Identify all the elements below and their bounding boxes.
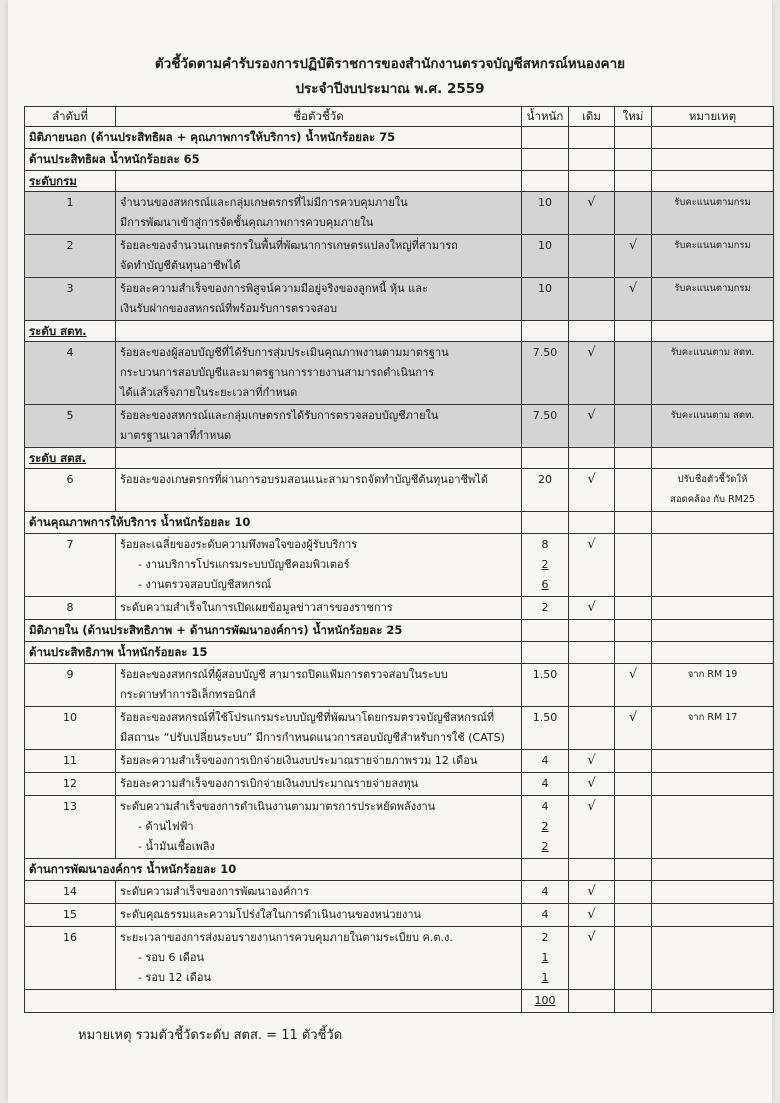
new-check: [615, 235, 652, 278]
row-weight: 4: [522, 904, 569, 927]
row-name-line: ร้อยละของสหกรณ์ที่ผู้สอบบัญชี สามารถปิดแฟ้มการตรวจสอบในระบบ: [120, 668, 448, 681]
row-name-line: ร้อยละของจำนวนเกษตรกรในพื้นที่พัฒนาการเกษตรแปลงใหญ่ที่สามารถ: [120, 239, 458, 252]
row-weight: [522, 534, 569, 597]
new-check: [615, 707, 652, 750]
note-cell: [652, 796, 774, 859]
row-no: 8: [25, 597, 116, 620]
old-check: [569, 597, 615, 620]
section-quality: ด้านคุณภาพการให้บริการ น้ำหนักร้อยละ 10: [25, 512, 522, 534]
table-row: [25, 405, 774, 448]
old-check: [569, 534, 615, 597]
row-no: 9: [25, 664, 116, 707]
section-outer: มิติภายนอก (ด้านประสิทธิผล + คุณภาพการให้บริการ) น้ำหนักร้อยละ 75: [25, 127, 522, 149]
row-weight: 7.50: [522, 342, 569, 405]
note-cell: [652, 597, 774, 620]
row-no: 12: [25, 773, 116, 796]
row-weight: 7.50: [522, 405, 569, 448]
total-weight-value: 100: [534, 994, 556, 1007]
row-name: [116, 664, 522, 707]
check-icon: √: [628, 238, 638, 253]
check-icon: √: [587, 408, 596, 423]
level-row: [25, 171, 774, 192]
check-icon: √: [587, 907, 596, 922]
row-weight: 2: [522, 597, 569, 620]
row-sub-item: - ด้านไฟฟ้า: [138, 820, 194, 833]
row-weight: 20: [522, 469, 569, 512]
new-check: [615, 664, 652, 707]
header-old: เดิม: [569, 107, 615, 127]
note-cell: [652, 904, 774, 927]
row-weight: 10: [522, 192, 569, 235]
new-cell: [615, 773, 652, 796]
table-row: [25, 469, 774, 512]
row-no: 2: [25, 235, 116, 278]
old-cell: [569, 707, 615, 750]
check-icon: √: [587, 799, 596, 814]
table-row: [25, 597, 774, 620]
check-icon: √: [587, 195, 596, 210]
row-no: 11: [25, 750, 116, 773]
level-row: [25, 321, 774, 342]
row-name-line: จัดทำบัญชีต้นทุนอาชีพได้: [120, 259, 241, 272]
header-weight: น้ำหนัก: [522, 107, 569, 127]
row-name-line: ร้อยละของสหกรณ์และกลุ่มเกษตรกรได้รับการตรวจสอบบัญชีภายใน: [120, 409, 439, 422]
check-icon: √: [587, 753, 596, 768]
new-cell: [615, 904, 652, 927]
row-name: [116, 534, 522, 597]
new-cell: [615, 534, 652, 597]
row-weight: 1.50: [522, 707, 569, 750]
row-sub-item: - รอบ 6 เดือน: [138, 951, 204, 964]
row-name-line: ร้อยละของผู้สอบบัญชีที่ได้รับการสุ่มประเมินคุณภาพงานตามมาตรฐาน: [120, 346, 449, 359]
row-note: [652, 469, 774, 512]
old-check: [569, 405, 615, 448]
document-title: ตัวชี้วัดตามคำรับรองการปฏิบัติราชการของสำนักงานตรวจบัญชีสหกรณ์หนองคาย: [154, 56, 626, 72]
total-weight: [522, 990, 569, 1013]
old-cell: [569, 235, 615, 278]
sub-weight: 2: [541, 820, 549, 833]
level-province: ระดับ สตส.: [25, 448, 116, 469]
row-name: [116, 927, 522, 990]
section-row: [25, 149, 774, 171]
table-row: [25, 235, 774, 278]
row-name-line: กระดาษทำการอิเล็กทรอนิกส์: [120, 688, 256, 701]
row-name-line: มีการพัฒนาเข้าสู่การจัดชั้นคุณภาพการควบคุมภายใน: [120, 216, 374, 229]
row-note: จาก RM 19: [652, 664, 774, 707]
row-name: ร้อยละความสำเร็จของการเบิกจ่ายเงินงบประมาณรายจ่ายลงทุน: [116, 773, 522, 796]
row-name: [116, 278, 522, 321]
total-row: [25, 990, 774, 1013]
row-name: [116, 405, 522, 448]
check-icon: √: [587, 345, 596, 360]
total-label-cell: [25, 990, 522, 1013]
row-name: [116, 235, 522, 278]
check-icon: √: [587, 930, 596, 945]
row-name-line: จำนวนของสหกรณ์และกลุ่มเกษตรกรที่ไม่มีการควบคุมภายใน: [120, 196, 408, 209]
sub-weight: 2: [541, 558, 549, 571]
row-sub-item: - รอบ 12 เดือน: [138, 971, 211, 984]
note-cell: [652, 927, 774, 990]
row-name: ร้อยละของเกษตรกรที่ผ่านการอบรมสอนแนะสามารถจัดทำบัญชีต้นทุนอาชีพได้: [116, 469, 522, 512]
table-row: [25, 342, 774, 405]
new-cell: [615, 927, 652, 990]
check-icon: √: [628, 281, 638, 296]
new-cell: [615, 469, 652, 512]
new-cell: [615, 750, 652, 773]
section-row: [25, 512, 774, 534]
header-no: ลำดับที่: [25, 107, 116, 127]
row-name-line: กระบวนการสอบบัญชีและมาตรฐานการรายงานสามารถดำเนินการ: [120, 366, 435, 379]
row-note-line: ปรับชื่อตัวชี้วัดให้: [677, 474, 748, 485]
check-icon: √: [587, 776, 596, 791]
note-cell: [652, 750, 774, 773]
row-name: [116, 192, 522, 235]
row-name-line: ร้อยละของสหกรณ์ที่ใช้โปรแกรมระบบบัญชีที่พัฒนาโดยกรมตรวจบัญชีสหกรณ์ที่: [120, 711, 495, 724]
footnote: หมายเหตุ รวมตัวชี้วัดระดับ สตส. = 11 ตัวชี้วัด: [78, 1028, 343, 1043]
row-note: รับคะแนนตามกรม: [652, 235, 774, 278]
row-sub-item: - น้ำมันเชื้อเพลิง: [138, 840, 215, 853]
new-cell: [615, 192, 652, 235]
row-name-line: เงินรับฝากของสหกรณ์ที่พร้อมรับการตรวจสอบ: [120, 302, 337, 315]
new-check: [615, 278, 652, 321]
table-row: [25, 904, 774, 927]
header-note: หมายเหตุ: [652, 107, 774, 127]
new-cell: [615, 342, 652, 405]
sub-weight: 2: [541, 840, 549, 853]
section-row: [25, 620, 774, 642]
row-note: จาก RM 17: [652, 707, 774, 750]
new-cell: [615, 881, 652, 904]
row-name-line: มีสถานะ “ปรับเปลี่ยนระบบ” มีการกำหนดแนวการสอบบัญชีสำหรับการใช้ (CATS): [120, 731, 505, 744]
row-weight: 4: [522, 750, 569, 773]
table-row: [25, 927, 774, 990]
check-icon: √: [628, 667, 638, 682]
weight-total: 8: [541, 538, 549, 551]
table-row: [25, 796, 774, 859]
row-weight: [522, 796, 569, 859]
table-row: [25, 773, 774, 796]
row-name: ระดับความสำเร็จในการเปิดเผยข้อมูลข่าวสารของราชการ: [116, 597, 522, 620]
table-row: [25, 534, 774, 597]
row-weight: 4: [522, 773, 569, 796]
row-name-line: ร้อยละความสำเร็จของการพิสูจน์ความมีอยู่จริงของลูกหนี้ หุ้น และ: [120, 282, 428, 295]
document-subtitle: ประจำปีงบประมาณ พ.ศ. 2559: [295, 81, 485, 97]
row-no: 14: [25, 881, 116, 904]
row-name-line: ได้แล้วเสร็จภายในระยะเวลาที่กำหนด: [120, 386, 298, 399]
row-name-line: ระยะเวลาของการส่งมอบรายงานการควบคุมภายในตามระเบียบ ค.ต.ง.: [120, 931, 453, 944]
row-name-line: ระดับความสำเร็จของการดำเนินงานตามมาตรการประหยัดพลังงาน: [120, 800, 436, 813]
section-inner: มิติภายใน (ด้านประสิทธิภาพ + ด้านการพัฒนาองค์การ) น้ำหนักร้อยละ 25: [25, 620, 522, 642]
row-no: 1: [25, 192, 116, 235]
header-name: ชื่อตัวชี้วัด: [116, 107, 522, 127]
section-efficiency: ด้านประสิทธิภาพ น้ำหนักร้อยละ 15: [25, 642, 522, 664]
row-weight: 10: [522, 278, 569, 321]
new-cell: [615, 597, 652, 620]
old-check: [569, 750, 615, 773]
sub-weight: 1: [541, 951, 549, 964]
kpi-table: [24, 106, 774, 1013]
section-development: ด้านการพัฒนาองค์การ น้ำหนักร้อยละ 10: [25, 859, 522, 881]
check-icon: √: [587, 600, 596, 615]
old-cell: [569, 278, 615, 321]
old-cell: [569, 664, 615, 707]
row-no: 16: [25, 927, 116, 990]
row-no: 13: [25, 796, 116, 859]
row-name: ระดับความสำเร็จของการพัฒนาองค์การ: [116, 881, 522, 904]
section-effectiveness: ด้านประสิทธิผล น้ำหนักร้อยละ 65: [25, 149, 522, 171]
row-weight: 10: [522, 235, 569, 278]
old-check: [569, 927, 615, 990]
weight-total: 2: [541, 931, 549, 944]
row-no: 15: [25, 904, 116, 927]
row-name: ระดับคุณธรรมและความโปร่งใสในการดำเนินงานของหน่วยงาน: [116, 904, 522, 927]
sub-weight: 6: [541, 578, 549, 591]
header-row: [25, 107, 774, 127]
new-cell: [615, 405, 652, 448]
level-dept: ระดับกรม: [25, 171, 116, 192]
table-row: [25, 664, 774, 707]
old-check: [569, 773, 615, 796]
row-name-line: มาตรฐานเวลาที่กำหนด: [120, 429, 232, 442]
check-icon: √: [587, 472, 596, 487]
old-check: [569, 469, 615, 512]
level-row: [25, 448, 774, 469]
row-name: [116, 796, 522, 859]
weight-total: 4: [541, 800, 549, 813]
table-row: [25, 192, 774, 235]
row-name: [116, 342, 522, 405]
check-icon: √: [587, 884, 596, 899]
row-note-line: สอดคล้อง กับ RM25: [670, 494, 755, 505]
table-row: [25, 750, 774, 773]
row-no: 6: [25, 469, 116, 512]
row-sub-item: - งานบริการโปรแกรมระบบบัญชีคอมพิวเตอร์: [138, 558, 350, 571]
note-cell: [652, 534, 774, 597]
row-no: 5: [25, 405, 116, 448]
row-note: รับคะแนนตามกรม: [652, 278, 774, 321]
old-check: [569, 904, 615, 927]
table-row: [25, 707, 774, 750]
section-row: [25, 127, 774, 149]
check-icon: √: [587, 537, 596, 552]
new-cell: [615, 796, 652, 859]
row-name: ร้อยละความสำเร็จของการเบิกจ่ายเงินงบประมาณรายจ่ายภาพรวม 12 เดือน: [116, 750, 522, 773]
row-weight: 4: [522, 881, 569, 904]
row-no: 7: [25, 534, 116, 597]
row-weight: [522, 927, 569, 990]
row-note: รับคะแนนตาม สตท.: [652, 342, 774, 405]
row-no: 3: [25, 278, 116, 321]
row-name: [116, 707, 522, 750]
old-check: [569, 192, 615, 235]
table-row: [25, 881, 774, 904]
row-weight: 1.50: [522, 664, 569, 707]
section-row: [25, 859, 774, 881]
header-new: ใหม่: [615, 107, 652, 127]
section-row: [25, 642, 774, 664]
row-sub-item: - งานตรวจสอบบัญชีสหกรณ์: [138, 578, 272, 591]
row-note: รับคะแนนตามกรม: [652, 192, 774, 235]
row-name-line: ร้อยละเฉลี่ยของระดับความพึงพอใจของผู้รับบริการ: [120, 538, 358, 551]
row-note: รับคะแนนตาม สตท.: [652, 405, 774, 448]
note-cell: [652, 773, 774, 796]
check-icon: √: [628, 710, 638, 725]
row-no: 10: [25, 707, 116, 750]
old-check: [569, 881, 615, 904]
table-row: [25, 278, 774, 321]
row-no: 4: [25, 342, 116, 405]
level-region: ระดับ สตท.: [25, 321, 116, 342]
old-check: [569, 796, 615, 859]
sub-weight: 1: [541, 971, 549, 984]
note-cell: [652, 881, 774, 904]
old-check: [569, 342, 615, 405]
